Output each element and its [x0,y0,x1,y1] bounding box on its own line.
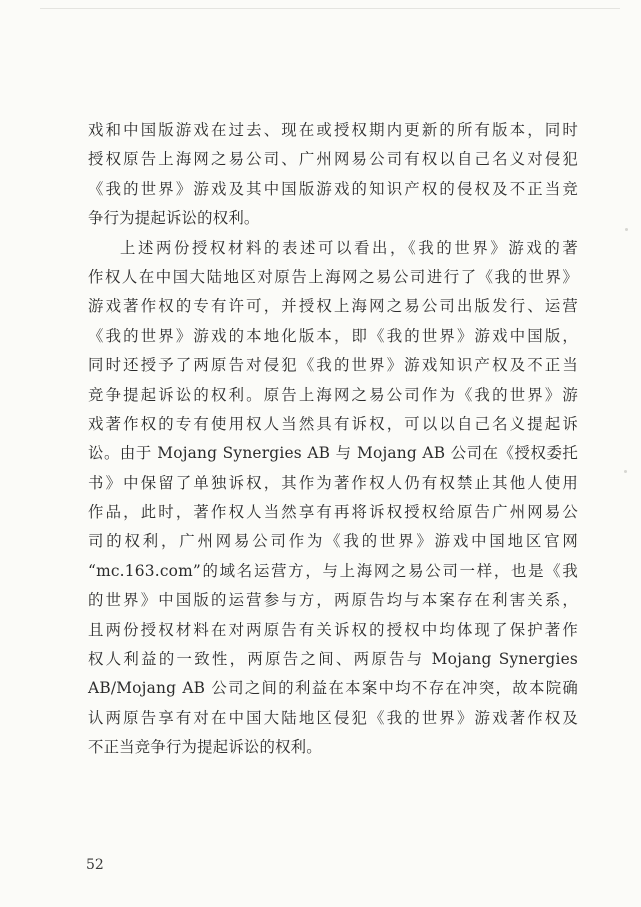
text-line: 授权原告上海网之易公司、广州网易公司有权以自己名义对侵犯 [88,150,578,169]
text-line: 作权人在中国大陆地区对原告上海网之易公司进行了《我的世界》 [88,267,578,286]
text-line: 书》中保留了单独诉权，其作为著作权人仍有权禁止其他人使用 [88,473,578,492]
text-line: 作品，此时，著作权人当然享有再将诉权授权给原告广州网易公 [88,503,578,522]
scan-top-edge [40,8,620,9]
text-line: 认两原告享有对在中国大陆地区侵犯《我的世界》游戏著作权及 [88,708,578,727]
body-text [88,116,578,763]
scan-speck [625,228,628,231]
scan-speck [624,470,627,473]
text-line: 同时还授予了两原告对侵犯《我的世界》游戏知识产权及不正当 [88,356,578,375]
text-line: 的世界》中国版的运营参与方，两原告均与本案存在利害关系， [88,591,578,610]
text-line: 戏著作权的专有使用权人当然具有诉权，可以以自己名义提起诉 [88,414,578,433]
text-line: 《我的世界》游戏的本地化版本，即《我的世界》游戏中国版， [88,326,578,345]
text-line: 讼。由于 Mojang Synergies AB 与 Mojang AB 公司在《授权委托 [88,444,578,463]
text-line: 争行为提起诉讼的权利。 [88,209,260,228]
text-line: 《我的世界》游戏及其中国版游戏的知识产权的侵权及不正当竞 [88,179,578,198]
text-line: AB/Mojang AB 公司之间的利益在本案中均不存在冲突，故本院确 [88,679,578,698]
text-line: 上述两份授权材料的表述可以看出，《我的世界》游戏的著 [120,238,578,257]
text-line: 游戏著作权的专有许可，并授权上海网之易公司出版发行、运营 [88,297,578,316]
text-line: 权人利益的一致性，两原告之间、两原告与 Mojang Synergies [88,650,578,669]
text-line: 不正当竞争行为提起诉讼的权利。 [88,738,322,757]
text-line: 司的权利，广州网易公司作为《我的世界》游戏中国地区官网 [88,532,578,551]
text-line: 且两份授权材料在对两原告有关诉权的授权中均体现了保护著作 [88,620,578,639]
text-line: “mc.163.com”的域名运营方，与上海网之易公司一样，也是《我 [88,561,578,580]
text-line: 竞争提起诉讼的权利。原告上海网之易公司作为《我的世界》游 [88,385,578,404]
page-number: 52 [86,857,104,873]
text-line: 戏和中国版游戏在过去、现在或授权期内更新的所有版本，同时 [88,121,578,139]
